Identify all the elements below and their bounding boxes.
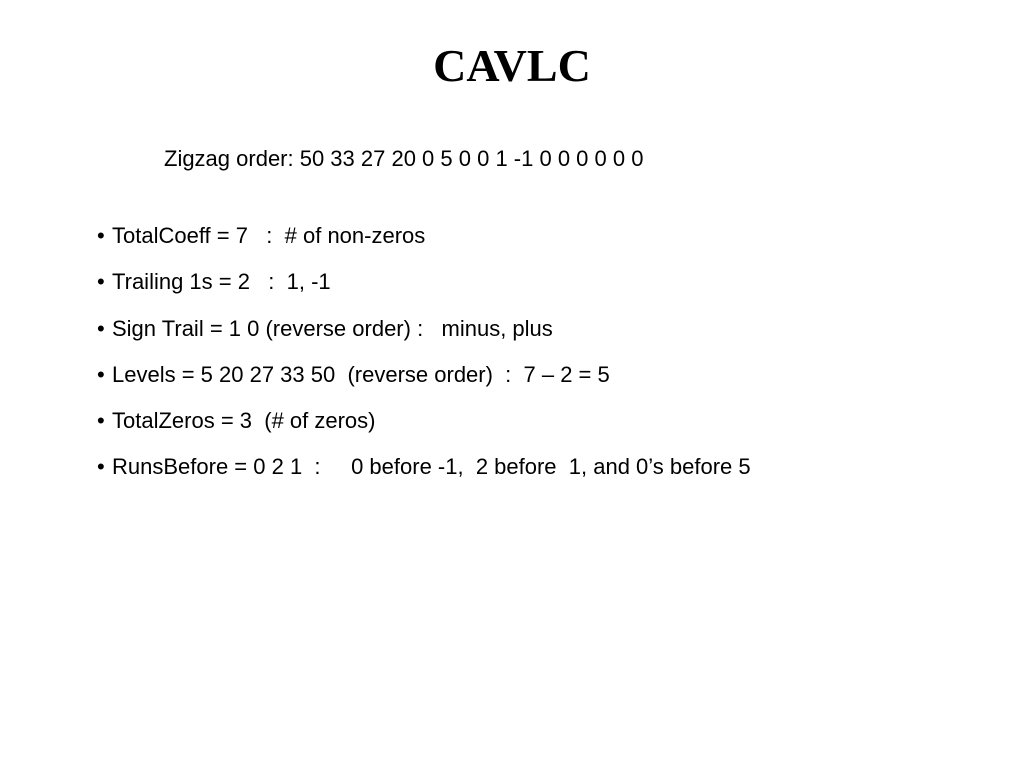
bullet-text: TotalZeros = 3 (# of zeros) xyxy=(112,408,376,434)
bullet-text: Sign Trail = 1 0 (reverse order) : minus, plus xyxy=(112,315,553,341)
bullet-text: Levels = 5 20 27 33 50 (reverse order) : 7 – 2 = 5 xyxy=(112,361,610,387)
bullet-marker: • xyxy=(97,454,105,480)
bullet-marker: • xyxy=(97,408,105,434)
bullet-item-runsbefore xyxy=(97,453,751,481)
bullet-item-totalcoeff xyxy=(97,222,751,250)
bullet-marker: • xyxy=(97,361,105,387)
bullet-marker: • xyxy=(97,223,105,248)
bullet-item-trailing-ones xyxy=(97,268,751,296)
bullet-item-sign-trail xyxy=(97,315,751,343)
slide-title: CAVLC xyxy=(433,40,591,91)
bullet-list xyxy=(97,222,751,500)
bullet-marker: • xyxy=(97,315,105,341)
bullet-item-totalzeros xyxy=(97,407,751,435)
bullet-text: TotalCoeff = 7 : # of non-zeros xyxy=(112,223,426,248)
bullet-item-levels xyxy=(97,361,751,389)
bullet-text: RunsBefore = 0 2 1 : 0 before -1, 2 before 1, and 0’s before 5 xyxy=(112,454,751,480)
bullet-marker: • xyxy=(97,269,105,295)
zigzag-order-line: Zigzag order: 50 33 27 20 0 5 0 0 1 -1 0 0 0 0 0 0 xyxy=(164,146,644,171)
bullet-text: Trailing 1s = 2 : 1, -1 xyxy=(112,269,331,295)
